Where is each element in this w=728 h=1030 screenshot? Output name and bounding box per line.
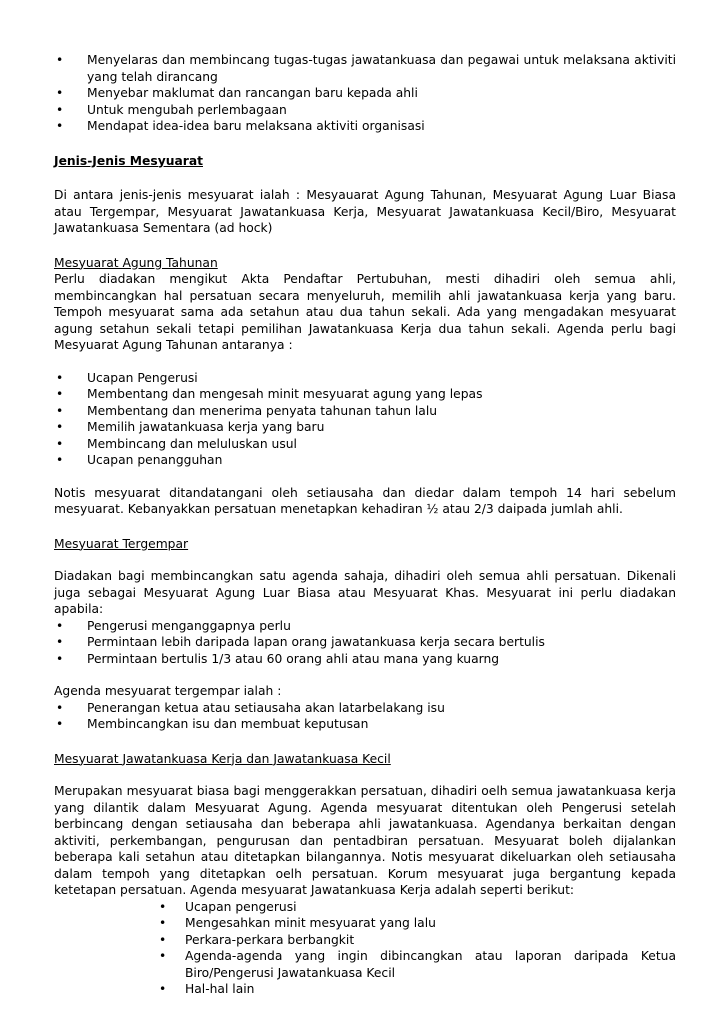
types-paragraph: Di antara jenis-jenis mesyuarat ialah : Mesyauarat Agung Tahunan, Mesyuarat Agung Luar Biasa atau Tergempar, Mesyuarat Jawatankuasa Kerja, Mesyuarat Jawatankuasa Kecil/Biro, Mesyuarat Jawatankuasa Sementara (ad hock) bbox=[54, 188, 676, 235]
list-item: • Hal-hal lain bbox=[159, 982, 255, 996]
list-item: • Pengerusi menganggapnya perlu bbox=[56, 618, 291, 633]
bullet-icon: • bbox=[56, 700, 64, 715]
emergency-agenda-list bbox=[54, 700, 676, 733]
bullet-icon: • bbox=[56, 635, 64, 649]
list-item: • Agenda-agenda yang ingin dibincangkan atau laporan daripada Ketua Biro/Pengerusi Jawatankuasa Kecil bbox=[159, 949, 676, 980]
list-item: • Untuk mengubah perlembagaan bbox=[56, 102, 287, 117]
list-item: • Menyelaras dan membincang tugas-tugas jawatankuasa dan pegawai untuk melaksana aktiviti yang telah dirancang bbox=[56, 53, 676, 84]
bullet-icon: • bbox=[159, 916, 167, 930]
list-item: • Ucapan Pengerusi bbox=[56, 370, 198, 385]
emergency-conditions-list bbox=[54, 618, 676, 668]
bullet-icon: • bbox=[56, 53, 64, 67]
bullet-icon: • bbox=[159, 899, 167, 914]
bullet-icon: • bbox=[56, 119, 64, 133]
list-item: • Permintaan bertulis 1/3 atau 60 orang ahli atau mana yang kuarng bbox=[56, 651, 500, 666]
list-item: • Mengesahkan minit mesyuarat yang lalu bbox=[159, 916, 436, 930]
emergency-agenda-intro: Agenda mesyuarat tergempar ialah : bbox=[54, 684, 282, 698]
list-item: • Mendapat idea-idea baru melaksana aktiviti organisasi bbox=[56, 119, 425, 133]
bullet-icon: • bbox=[56, 420, 64, 434]
bullet-icon: • bbox=[56, 387, 64, 401]
list-item: • Ucapan penangguhan bbox=[56, 453, 223, 467]
list-item: • Permintaan lebih daripada lapan orang jawatankuasa kerja secara bertulis bbox=[56, 635, 545, 649]
bullet-icon: • bbox=[56, 436, 64, 451]
annual-meeting-paragraph: Perlu diadakan mengikut Akta Pendaftar Pertubuhan, mesti dihadiri oleh semua ahli, membincangkan hal persatuan secara menyeluruh, memilih ahli jawatankuasa kerja yang baru. Tempoh mesyuarat sama ada setahun atau dua tahun sekali. Ada yang mengadakan mesyuarat agung setahun sekali tetapi pemilihan Jawatankuasa Kerja dua tahun sekali. Agenda perlu bagi Mesyuarat Agung Tahunan antaranya : bbox=[54, 272, 676, 352]
types-heading: Jenis-Jenis Mesyuarat bbox=[54, 153, 203, 168]
list-item: • Membincangkan isu dan membuat keputusan bbox=[56, 717, 369, 731]
annual-notice-paragraph: Notis mesyuarat ditandatangani oleh setiausaha dan diedar dalam tempoh 14 hari sebelum mesyuarat. Kebanyakkan persatuan menetapkan kehadiran ½ atau 2/3 daipada jumlah ahli. bbox=[54, 485, 676, 516]
bullet-icon: • bbox=[56, 618, 64, 633]
annual-meeting-heading: Mesyuarat Agung Tahunan bbox=[54, 255, 218, 270]
bullet-icon: • bbox=[56, 86, 64, 100]
bullet-icon: • bbox=[56, 651, 64, 666]
list-item: • Perkara-perkara berbangkit bbox=[159, 932, 355, 947]
list-item: • Ucapan pengerusi bbox=[159, 899, 297, 914]
bullet-icon: • bbox=[159, 949, 167, 963]
list-item: • Membentang dan menerima penyata tahunan tahun lalu bbox=[56, 403, 438, 418]
list-item: • Menyebar maklumat dan rancangan baru kepada ahli bbox=[56, 86, 418, 100]
intro-bullet-list bbox=[54, 52, 676, 135]
emergency-meeting-paragraph: Diadakan bagi membincangkan satu agenda sahaja, dihadiri oleh semua ahli persatuan. Dikenali juga sebagai Mesyuarat Agung Luar Biasa atau Mesyuarat Khas. Mesyuarat ini perlu diadakan apabila: bbox=[54, 569, 676, 616]
list-item: • Penerangan ketua atau setiausaha akan latarbelakang isu bbox=[56, 700, 445, 715]
committee-agenda-list bbox=[54, 899, 676, 998]
bullet-icon: • bbox=[56, 403, 64, 418]
annual-agenda-list bbox=[54, 370, 676, 469]
bullet-icon: • bbox=[56, 717, 64, 731]
document-page bbox=[54, 52, 676, 998]
committee-meeting-paragraph: Merupakan mesyuarat biasa bagi menggerakkan persatuan, dihadiri oelh semua jawatankuasa kerja yang dilantik dalam Mesyuarat Agung. Agenda mesyuarat ditentukan oleh Pengerusi setelah berbincang dengan setiausaha dan beberapa ahli jawatankuasa. Agendanya berkaitan dengan aktiviti, perkembangan, pengurusan dan pentadbiran persatuan. Mesyuarat boleh dijalankan beberapa kali setahun atau ditetapkan bilangannya. Notis mesyuarat dikeluarkan oleh setiausaha dalam tempoh yang ditetapkan oelh persatuan. Korum mesyuarat juga bergantung kepada ketetapan persatuan. Agenda mesyuarat Jawatankuasa Kerja adalah seperti berikut: bbox=[54, 784, 676, 897]
list-item: • Memilih jawatankuasa kerja yang baru bbox=[56, 420, 325, 434]
bullet-icon: • bbox=[56, 102, 64, 117]
list-item: • Membincang dan meluluskan usul bbox=[56, 436, 297, 451]
bullet-icon: • bbox=[159, 982, 167, 996]
list-item: • Membentang dan mengesah minit mesyuarat agung yang lepas bbox=[56, 387, 483, 401]
bullet-icon: • bbox=[159, 932, 167, 947]
committee-meeting-heading: Mesyuarat Jawatankuasa Kerja dan Jawatankuasa Kecil bbox=[54, 751, 391, 766]
bullet-icon: • bbox=[56, 453, 64, 467]
emergency-meeting-heading: Mesyuarat Tergempar bbox=[54, 536, 189, 551]
bullet-icon: • bbox=[56, 370, 64, 385]
